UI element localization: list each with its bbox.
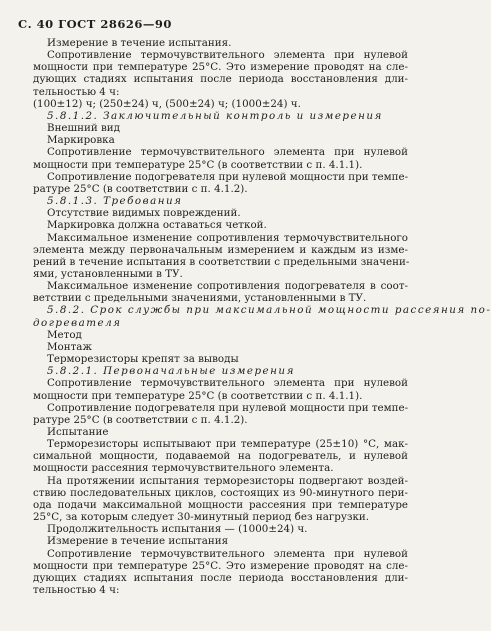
text-line: Сопротивление подогревателя при нулевой мощности при темпе- xyxy=(47,170,409,183)
text-line: Испытание xyxy=(47,426,109,438)
text-line: Внешний вид xyxy=(47,122,120,135)
section-heading-line: 5.8.1.3. Требования xyxy=(47,195,183,208)
section-heading-line: 5.8.1.2. Заключительный контроль и измерения xyxy=(47,109,383,122)
text-line: дующих стадиях испытания после периода восстановления дли- xyxy=(33,571,408,584)
text-line: Сопротивление термочувствительного элемента при нулевой xyxy=(47,547,408,560)
text-line: Маркировка должна оставаться четкой. xyxy=(47,219,267,232)
text-line: Максимальное изменение сопротивления термочувствительного xyxy=(47,231,408,244)
text-line: Отсутствие видимых повреждений. xyxy=(47,207,241,220)
text-line: дующих стадиях испытания после периода восстановления дли- xyxy=(33,73,408,86)
text-line: рений в течение испытания в соответствии с предельными значени- xyxy=(33,255,410,268)
text-line: Терморезисторы испытывают при температуре (25±10) °С, мак- xyxy=(47,438,408,451)
page-header: С. 40 ГОСТ 28626—90 xyxy=(18,17,172,31)
text-line: мощности рассеяния термочувствительного элемента. xyxy=(33,462,334,475)
text-line: Измерение в течение испытания xyxy=(47,535,229,548)
text-line: ветствии с предельными значениями, установленными в ТУ. xyxy=(33,292,367,305)
text-line: ствию последовательных циклов, состоящих из 90-минутного пери- xyxy=(33,486,408,499)
text-line: Продолжительность испытания — (1000±24) ч. xyxy=(47,523,308,536)
text-line: Терморезисторы крепят за выводы xyxy=(47,353,239,366)
body-text xyxy=(33,37,491,597)
section-heading-line: 5.8.2. Срок службы при максимальной мощности рассеяния по- xyxy=(47,304,491,317)
text-line: Монтаж xyxy=(47,340,92,353)
text-line: мощности при температуре 25°С. Это измерение проводят на сле- xyxy=(33,61,408,74)
text-line: элемента между первоначальным измерением и каждым из изме- xyxy=(33,243,408,256)
text-line: мощности при температуре 25°С (в соответствии с п. 4.1.1). xyxy=(33,158,363,171)
text-line: тельностью 4 ч: xyxy=(33,85,120,98)
section-heading-line: 5.8.2.1. Первоначальные измерения xyxy=(47,365,295,378)
text-line: Метод xyxy=(47,328,82,341)
text-line: ратуре 25°С (в соответствии с п. 4.1.2). xyxy=(33,413,248,426)
text-line: Сопротивление подогревателя при нулевой мощности при темпе- xyxy=(47,401,409,414)
text-line: Максимальное изменение сопротивления подогревателя в соот- xyxy=(47,280,408,293)
text-line: Сопротивление термочувствительного элемента при нулевой xyxy=(47,49,408,62)
section-heading-line: догревателя xyxy=(33,316,122,329)
text-line: На протяжении испытания терморезисторы подвергают воздей- xyxy=(47,474,408,487)
text-line: 25°С, за которым следует 30-минутный период без нагрузки. xyxy=(33,511,370,524)
text-line: ода подачи максимальной мощности рассеяния при температуре xyxy=(33,498,408,511)
text-line: симальной мощности, подаваемой на подогреватель, и нулевой xyxy=(33,450,408,463)
text-line: ями, установленными в ТУ. xyxy=(33,267,183,280)
text-line: Сопротивление термочувствительного элемента при нулевой xyxy=(47,377,408,390)
text-line: Сопротивление термочувствительного элемента при нулевой xyxy=(47,146,408,159)
text-line: мощности при температуре 25°С (в соответствии с п. 4.1.1). xyxy=(33,389,363,402)
text-line: Маркировка xyxy=(47,134,115,147)
text-line: мощности при температуре 25°С. Это измерение проводят на сле- xyxy=(33,559,408,572)
text-line: ратуре 25°С (в соответствии с п. 4.1.2). xyxy=(33,182,248,195)
text-line: тельностью 4 ч: xyxy=(33,584,120,597)
text-line: Измерение в течение испытания. xyxy=(47,37,232,49)
text-line: (100±12) ч; (250±24) ч, (500±24) ч; (1000±24) ч. xyxy=(33,97,301,110)
